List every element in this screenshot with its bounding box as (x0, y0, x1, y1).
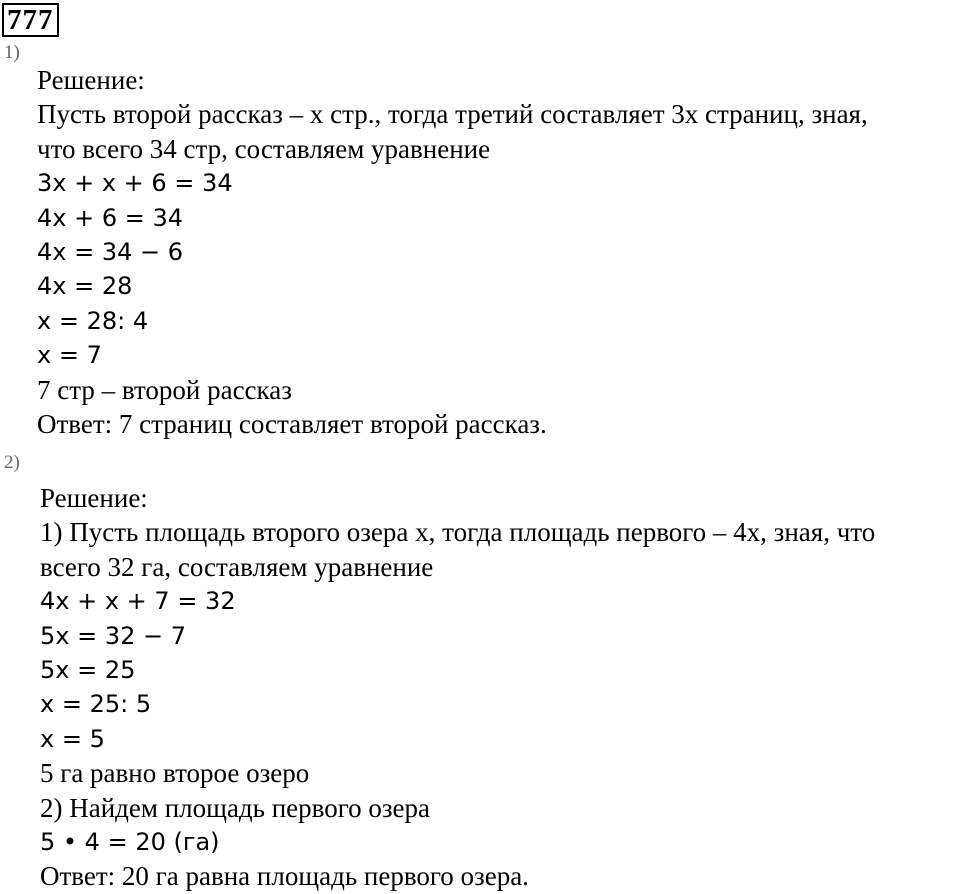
part-2-solution (40, 481, 875, 894)
equation-line: 4x = 28 (37, 272, 133, 301)
problem-setup-line: Пусть второй рассказ – x стр., тогда третий составляет 3x страниц, зная, (37, 99, 868, 130)
result-line: 5 га равно второе озеро (40, 758, 310, 789)
equation-line: x = 25: 5 (40, 690, 152, 719)
problem-setup-line: 1) Пусть площадь второго озера x, тогда площадь первого – 4x, зная, что (40, 517, 876, 548)
result-line: 7 стр – второй рассказ (37, 374, 292, 405)
equation-line: 5 • 4 = 20 (га) (40, 827, 220, 856)
equation-line: 4x = 34 − 6 (37, 237, 184, 266)
equation-line: 5x = 32 − 7 (40, 621, 187, 650)
equation-line: 5x = 25 (40, 655, 136, 684)
equation-line: 4x + x + 7 = 32 (40, 587, 236, 616)
equation-line: x = 5 (40, 724, 105, 753)
problem-setup-line: что всего 34 стр, составляем уравнение (37, 133, 491, 164)
answer-line: Ответ: 20 га равна площадь первого озера. (40, 861, 529, 892)
equation-line: 4x + 6 = 34 (37, 203, 184, 232)
part-2-marker: 2) (4, 452, 20, 473)
solution-heading: Решение: (37, 65, 145, 95)
part-1-marker: 1) (4, 42, 20, 63)
equation-line: 3x + x + 6 = 34 (37, 169, 233, 198)
equation-line: x = 7 (37, 341, 102, 370)
problem-setup-line: всего 32 га, составляем уравнение (40, 551, 434, 582)
task-number: 777 (2, 3, 59, 37)
answer-line: Ответ: 7 страниц составляет второй рассказ. (37, 408, 547, 439)
step-heading: 2) Найдем площадь первого озера (40, 792, 431, 823)
equation-line: x = 28: 4 (37, 306, 149, 335)
solution-heading: Решение: (40, 483, 148, 513)
part-1-solution (37, 63, 868, 441)
